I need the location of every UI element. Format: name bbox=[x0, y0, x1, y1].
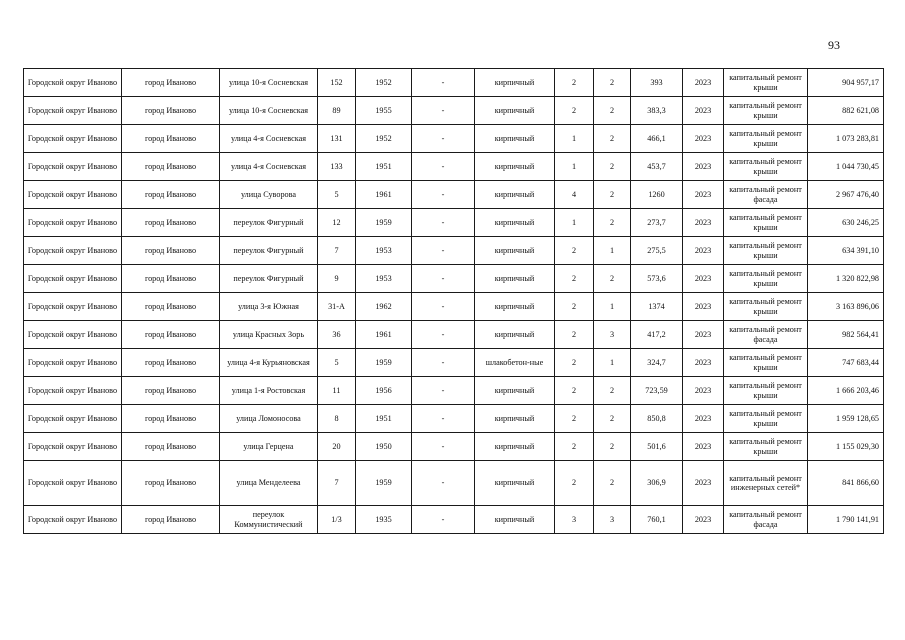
cell-city: город Иваново bbox=[122, 461, 220, 506]
table-row bbox=[24, 97, 884, 125]
cell-entrances: 2 bbox=[594, 405, 631, 433]
cell-reconstruction-year: - bbox=[412, 97, 475, 125]
cell-district: Городской округ Иваново bbox=[24, 97, 122, 125]
cell-cost: 3 163 896,06 bbox=[808, 293, 884, 321]
cell-reconstruction-year: - bbox=[412, 265, 475, 293]
cell-work-type: капитальный ремонт крыши bbox=[724, 153, 808, 181]
cell-work-type: капитальный ремонт крыши bbox=[724, 237, 808, 265]
cell-build-year: 1952 bbox=[356, 125, 412, 153]
cell-district: Городской округ Иваново bbox=[24, 209, 122, 237]
cell-floors: 2 bbox=[555, 293, 594, 321]
cell-floors: 2 bbox=[555, 405, 594, 433]
cell-city: город Иваново bbox=[122, 377, 220, 405]
cell-work-type: капитальный ремонт крыши bbox=[724, 125, 808, 153]
cell-house-number: 8 bbox=[318, 405, 356, 433]
cell-district: Городской округ Иваново bbox=[24, 181, 122, 209]
cell-house-number: 5 bbox=[318, 181, 356, 209]
table-row bbox=[24, 209, 884, 237]
cell-plan-year: 2023 bbox=[683, 293, 724, 321]
cell-build-year: 1950 bbox=[356, 433, 412, 461]
cell-build-year: 1953 bbox=[356, 237, 412, 265]
cell-work-type: капитальный ремонт крыши bbox=[724, 349, 808, 377]
cell-wall-material: кирпичный bbox=[475, 405, 555, 433]
table-row bbox=[24, 237, 884, 265]
table-row bbox=[24, 69, 884, 97]
cell-street: улица 10-я Сосневская bbox=[220, 69, 318, 97]
cell-wall-material: кирпичный bbox=[475, 377, 555, 405]
cell-floors: 2 bbox=[555, 69, 594, 97]
cell-reconstruction-year: - bbox=[412, 377, 475, 405]
cell-floors: 2 bbox=[555, 377, 594, 405]
cell-reconstruction-year: - bbox=[412, 125, 475, 153]
cell-city: город Иваново bbox=[122, 265, 220, 293]
cell-district: Городской округ Иваново bbox=[24, 293, 122, 321]
cell-work-type: капитальный ремонт крыши bbox=[724, 97, 808, 125]
cell-cost: 841 866,60 bbox=[808, 461, 884, 506]
cell-city: город Иваново bbox=[122, 321, 220, 349]
cell-city: город Иваново bbox=[122, 293, 220, 321]
cell-house-number: 7 bbox=[318, 237, 356, 265]
cell-cost: 1 790 141,91 bbox=[808, 506, 884, 534]
cell-entrances: 1 bbox=[594, 293, 631, 321]
cell-area: 466,1 bbox=[631, 125, 683, 153]
cell-district: Городской округ Иваново bbox=[24, 125, 122, 153]
cell-city: город Иваново bbox=[122, 153, 220, 181]
cell-house-number: 89 bbox=[318, 97, 356, 125]
table-row bbox=[24, 265, 884, 293]
cell-house-number: 11 bbox=[318, 377, 356, 405]
cell-street: улица Ломоносова bbox=[220, 405, 318, 433]
cell-plan-year: 2023 bbox=[683, 237, 724, 265]
cell-house-number: 20 bbox=[318, 433, 356, 461]
cell-plan-year: 2023 bbox=[683, 377, 724, 405]
cell-reconstruction-year: - bbox=[412, 69, 475, 97]
table-row bbox=[24, 321, 884, 349]
cell-build-year: 1952 bbox=[356, 69, 412, 97]
cell-build-year: 1955 bbox=[356, 97, 412, 125]
cell-reconstruction-year: - bbox=[412, 237, 475, 265]
cell-floors: 2 bbox=[555, 237, 594, 265]
cell-build-year: 1951 bbox=[356, 405, 412, 433]
cell-street: улица 4-я Сосневская bbox=[220, 153, 318, 181]
cell-build-year: 1959 bbox=[356, 349, 412, 377]
cell-work-type: капитальный ремонт крыши bbox=[724, 433, 808, 461]
cell-city: город Иваново bbox=[122, 209, 220, 237]
cell-plan-year: 2023 bbox=[683, 209, 724, 237]
cell-build-year: 1956 bbox=[356, 377, 412, 405]
cell-cost: 982 564,41 bbox=[808, 321, 884, 349]
cell-area: 1260 bbox=[631, 181, 683, 209]
cell-city: город Иваново bbox=[122, 506, 220, 534]
cell-street: улица Герцена bbox=[220, 433, 318, 461]
cell-street: улица 1-я Ростовская bbox=[220, 377, 318, 405]
cell-plan-year: 2023 bbox=[683, 125, 724, 153]
cell-house-number: 1/3 bbox=[318, 506, 356, 534]
cell-entrances: 1 bbox=[594, 349, 631, 377]
cell-district: Городской округ Иваново bbox=[24, 433, 122, 461]
cell-area: 383,3 bbox=[631, 97, 683, 125]
cell-plan-year: 2023 bbox=[683, 506, 724, 534]
cell-entrances: 2 bbox=[594, 153, 631, 181]
cell-wall-material: кирпичный bbox=[475, 125, 555, 153]
cell-district: Городской округ Иваново bbox=[24, 377, 122, 405]
cell-house-number: 152 bbox=[318, 69, 356, 97]
cell-reconstruction-year: - bbox=[412, 293, 475, 321]
cell-reconstruction-year: - bbox=[412, 153, 475, 181]
table-row bbox=[24, 405, 884, 433]
cell-wall-material: кирпичный bbox=[475, 153, 555, 181]
cell-area: 573,6 bbox=[631, 265, 683, 293]
cell-entrances: 2 bbox=[594, 209, 631, 237]
cell-cost: 904 957,17 bbox=[808, 69, 884, 97]
cell-wall-material: кирпичный bbox=[475, 97, 555, 125]
cell-reconstruction-year: - bbox=[412, 461, 475, 506]
cell-street: улица Суворова bbox=[220, 181, 318, 209]
cell-house-number: 12 bbox=[318, 209, 356, 237]
cell-plan-year: 2023 bbox=[683, 461, 724, 506]
cell-city: город Иваново bbox=[122, 237, 220, 265]
cell-city: город Иваново bbox=[122, 433, 220, 461]
cell-area: 1374 bbox=[631, 293, 683, 321]
cell-build-year: 1959 bbox=[356, 209, 412, 237]
cell-reconstruction-year: - bbox=[412, 181, 475, 209]
cell-house-number: 5 bbox=[318, 349, 356, 377]
cell-district: Городской округ Иваново bbox=[24, 321, 122, 349]
cell-reconstruction-year: - bbox=[412, 349, 475, 377]
cell-area: 417,2 bbox=[631, 321, 683, 349]
cell-work-type: капитальный ремонт фасада bbox=[724, 181, 808, 209]
cell-plan-year: 2023 bbox=[683, 265, 724, 293]
cell-entrances: 3 bbox=[594, 321, 631, 349]
cell-work-type: капитальный ремонт крыши bbox=[724, 377, 808, 405]
cell-cost: 882 621,08 bbox=[808, 97, 884, 125]
cell-entrances: 2 bbox=[594, 265, 631, 293]
cell-build-year: 1961 bbox=[356, 181, 412, 209]
cell-district: Городской округ Иваново bbox=[24, 506, 122, 534]
cell-street: переулок Коммунистический bbox=[220, 506, 318, 534]
cell-wall-material: кирпичный bbox=[475, 209, 555, 237]
cell-entrances: 2 bbox=[594, 97, 631, 125]
cell-plan-year: 2023 bbox=[683, 181, 724, 209]
cell-entrances: 2 bbox=[594, 125, 631, 153]
cell-street: улица 3-я Южная bbox=[220, 293, 318, 321]
cell-entrances: 3 bbox=[594, 506, 631, 534]
cell-work-type: капитальный ремонт крыши bbox=[724, 69, 808, 97]
cell-cost: 2 967 476,40 bbox=[808, 181, 884, 209]
cell-build-year: 1962 bbox=[356, 293, 412, 321]
cell-build-year: 1951 bbox=[356, 153, 412, 181]
cell-plan-year: 2023 bbox=[683, 69, 724, 97]
cell-wall-material: кирпичный bbox=[475, 506, 555, 534]
cell-plan-year: 2023 bbox=[683, 97, 724, 125]
cell-build-year: 1935 bbox=[356, 506, 412, 534]
cell-house-number: 36 bbox=[318, 321, 356, 349]
cell-entrances: 1 bbox=[594, 237, 631, 265]
cell-work-type: капитальный ремонт крыши bbox=[724, 405, 808, 433]
cell-city: город Иваново bbox=[122, 349, 220, 377]
cell-cost: 1 959 128,65 bbox=[808, 405, 884, 433]
cell-street: улица Менделеева bbox=[220, 461, 318, 506]
cell-entrances: 2 bbox=[594, 461, 631, 506]
cell-plan-year: 2023 bbox=[683, 349, 724, 377]
cell-plan-year: 2023 bbox=[683, 153, 724, 181]
cell-cost: 1 044 730,45 bbox=[808, 153, 884, 181]
cell-district: Городской округ Иваново bbox=[24, 461, 122, 506]
cell-wall-material: кирпичный bbox=[475, 293, 555, 321]
cell-area: 760,1 bbox=[631, 506, 683, 534]
cell-plan-year: 2023 bbox=[683, 405, 724, 433]
cell-cost: 1 073 283,81 bbox=[808, 125, 884, 153]
cell-reconstruction-year: - bbox=[412, 405, 475, 433]
cell-area: 850,8 bbox=[631, 405, 683, 433]
cell-build-year: 1961 bbox=[356, 321, 412, 349]
cell-cost: 1 155 029,30 bbox=[808, 433, 884, 461]
cell-floors: 2 bbox=[555, 265, 594, 293]
cell-house-number: 31-А bbox=[318, 293, 356, 321]
cell-plan-year: 2023 bbox=[683, 433, 724, 461]
cell-wall-material: кирпичный bbox=[475, 433, 555, 461]
table-row bbox=[24, 349, 884, 377]
cell-area: 501,6 bbox=[631, 433, 683, 461]
table-row bbox=[24, 461, 884, 506]
cell-city: город Иваново bbox=[122, 97, 220, 125]
cell-wall-material: кирпичный bbox=[475, 321, 555, 349]
cell-area: 273,7 bbox=[631, 209, 683, 237]
cell-street: улица 4-я Курьяновская bbox=[220, 349, 318, 377]
cell-wall-material: кирпичный bbox=[475, 237, 555, 265]
cell-reconstruction-year: - bbox=[412, 209, 475, 237]
cell-reconstruction-year: - bbox=[412, 321, 475, 349]
cell-house-number: 131 bbox=[318, 125, 356, 153]
cell-entrances: 2 bbox=[594, 377, 631, 405]
table-row bbox=[24, 153, 884, 181]
cell-cost: 634 391,10 bbox=[808, 237, 884, 265]
cell-floors: 3 bbox=[555, 506, 594, 534]
cell-work-type: капитальный ремонт крыши bbox=[724, 293, 808, 321]
cell-district: Городской округ Иваново bbox=[24, 265, 122, 293]
cell-plan-year: 2023 bbox=[683, 321, 724, 349]
cell-wall-material: кирпичный bbox=[475, 69, 555, 97]
housing-repair-table bbox=[23, 68, 884, 534]
cell-build-year: 1953 bbox=[356, 265, 412, 293]
cell-entrances: 2 bbox=[594, 181, 631, 209]
cell-house-number: 7 bbox=[318, 461, 356, 506]
table-body bbox=[24, 69, 884, 534]
cell-area: 453,7 bbox=[631, 153, 683, 181]
cell-wall-material: шлакобетон-ные bbox=[475, 349, 555, 377]
table-row bbox=[24, 125, 884, 153]
cell-work-type: капитальный ремонт фасада bbox=[724, 321, 808, 349]
page-number: 93 bbox=[828, 38, 840, 52]
cell-street: переулок Фигурный bbox=[220, 237, 318, 265]
cell-area: 306,9 bbox=[631, 461, 683, 506]
cell-floors: 4 bbox=[555, 181, 594, 209]
cell-wall-material: кирпичный bbox=[475, 265, 555, 293]
cell-wall-material: кирпичный bbox=[475, 461, 555, 506]
cell-area: 275,5 bbox=[631, 237, 683, 265]
cell-floors: 2 bbox=[555, 433, 594, 461]
cell-cost: 747 683,44 bbox=[808, 349, 884, 377]
cell-street: переулок Фигурный bbox=[220, 265, 318, 293]
table-row bbox=[24, 181, 884, 209]
cell-build-year: 1959 bbox=[356, 461, 412, 506]
cell-district: Городской округ Иваново bbox=[24, 349, 122, 377]
cell-cost: 1 666 203,46 bbox=[808, 377, 884, 405]
cell-reconstruction-year: - bbox=[412, 506, 475, 534]
cell-area: 324,7 bbox=[631, 349, 683, 377]
cell-district: Городской округ Иваново bbox=[24, 237, 122, 265]
cell-city: город Иваново bbox=[122, 69, 220, 97]
cell-city: город Иваново bbox=[122, 405, 220, 433]
table-row bbox=[24, 506, 884, 534]
cell-work-type: капитальный ремонт крыши bbox=[724, 265, 808, 293]
cell-floors: 1 bbox=[555, 153, 594, 181]
cell-work-type: капитальный ремонт крыши bbox=[724, 209, 808, 237]
cell-city: город Иваново bbox=[122, 181, 220, 209]
cell-cost: 1 320 822,98 bbox=[808, 265, 884, 293]
cell-floors: 1 bbox=[555, 125, 594, 153]
cell-floors: 2 bbox=[555, 349, 594, 377]
cell-area: 723,59 bbox=[631, 377, 683, 405]
cell-work-type: капитальный ремонт фасада bbox=[724, 506, 808, 534]
cell-area: 393 bbox=[631, 69, 683, 97]
cell-district: Городской округ Иваново bbox=[24, 405, 122, 433]
cell-street: улица 10-я Сосневская bbox=[220, 97, 318, 125]
cell-work-type: капитальный ремонт инженерных сетей* bbox=[724, 461, 808, 506]
cell-city: город Иваново bbox=[122, 125, 220, 153]
table-row bbox=[24, 377, 884, 405]
table-row bbox=[24, 293, 884, 321]
cell-district: Городской округ Иваново bbox=[24, 153, 122, 181]
cell-cost: 630 246,25 bbox=[808, 209, 884, 237]
table-row bbox=[24, 433, 884, 461]
cell-street: улица Красных Зорь bbox=[220, 321, 318, 349]
cell-street: улица 4-я Сосневская bbox=[220, 125, 318, 153]
cell-reconstruction-year: - bbox=[412, 433, 475, 461]
cell-floors: 2 bbox=[555, 461, 594, 506]
cell-entrances: 2 bbox=[594, 433, 631, 461]
cell-house-number: 133 bbox=[318, 153, 356, 181]
cell-house-number: 9 bbox=[318, 265, 356, 293]
cell-street: переулок Фигурный bbox=[220, 209, 318, 237]
cell-district: Городской округ Иваново bbox=[24, 69, 122, 97]
cell-floors: 2 bbox=[555, 321, 594, 349]
cell-entrances: 2 bbox=[594, 69, 631, 97]
cell-floors: 2 bbox=[555, 97, 594, 125]
cell-wall-material: кирпичный bbox=[475, 181, 555, 209]
cell-floors: 1 bbox=[555, 209, 594, 237]
